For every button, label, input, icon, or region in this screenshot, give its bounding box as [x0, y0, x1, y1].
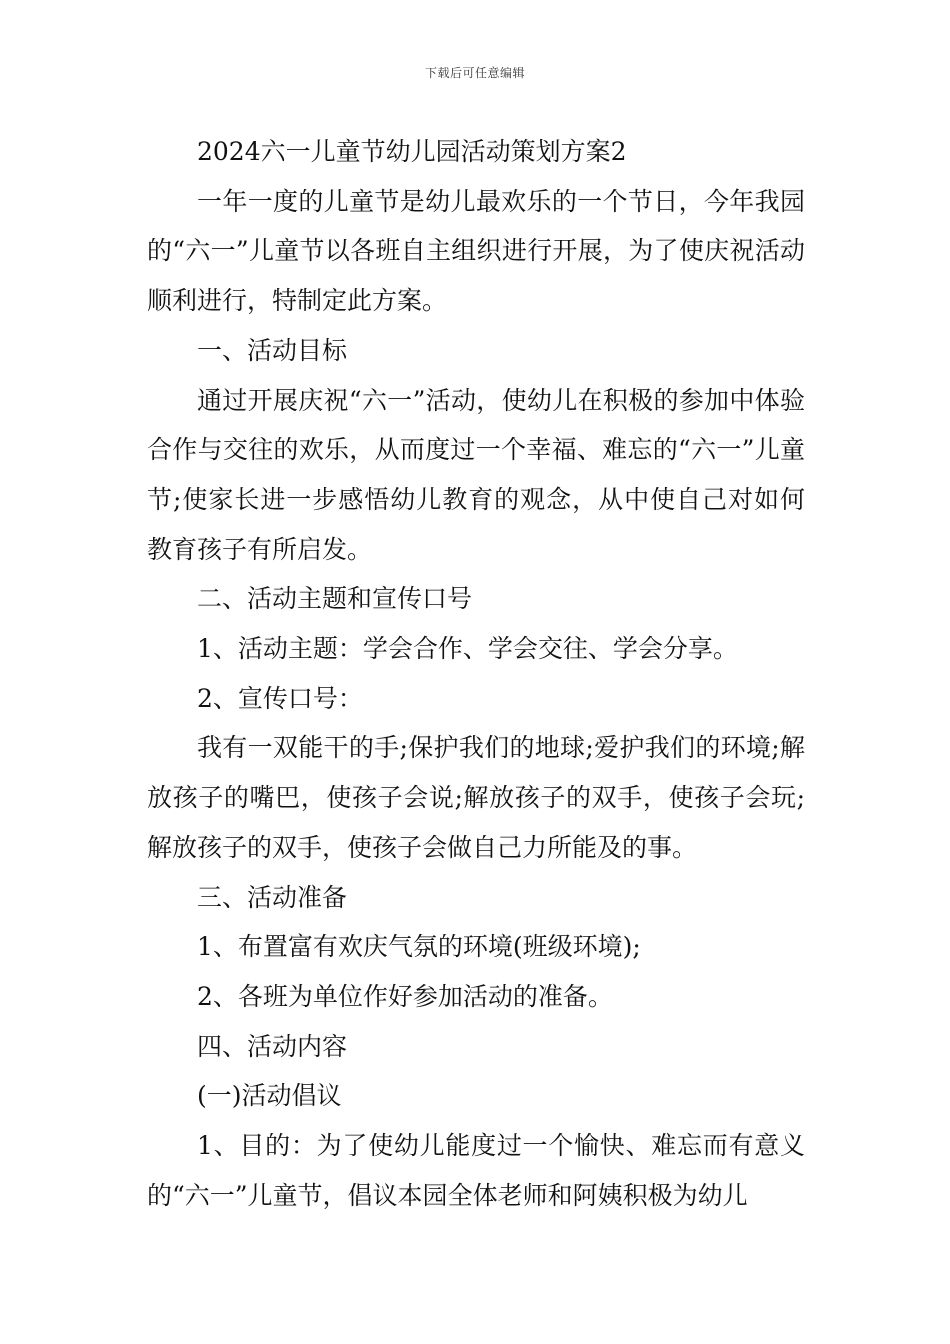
section-heading-preparation: 三、活动准备: [197, 882, 348, 912]
slogan-item: 2、宣传口号：: [197, 683, 363, 713]
section-heading-theme: 二、活动主题和宣传口号: [197, 584, 473, 614]
goals-paragraph: 通过开展庆祝“六一”活动，使幼儿在积极的参加中体验合作与交往的欢乐，从而度过一个幸福、难忘的“六一”儿童节;使家长进一步感悟幼儿教育的观念，从中使自己对如何教育孩子有所启发。: [147, 385, 805, 564]
intro-paragraph: 一年一度的儿童节是幼儿最欢乐的一个节日，今年我园的“六一”儿童节以各班自主组织进行开展，为了使庆祝活动顺利进行，特制定此方案。: [147, 186, 805, 316]
theme-item: 1、活动主题：学会合作、学会交往、学会分享。: [197, 634, 738, 664]
document-body: [147, 127, 805, 1220]
document-title: 2024六一儿童节幼儿园活动策划方案2: [197, 137, 627, 166]
preparation-item-1: 1、布置富有欢庆气氛的环境(班级环境);: [197, 932, 641, 962]
section-heading-goals: 一、活动目标: [197, 335, 348, 365]
subsection-heading-proposal: (一)活动倡议: [197, 1081, 342, 1111]
slogan-paragraph: 我有一双能干的手;保护我们的地球;爱护我们的环境;解放孩子的嘴巴，使孩子会说;解放孩子的双手，使孩子会玩;解放孩子的双手，使孩子会做自己力所能及的事。: [147, 733, 805, 862]
section-heading-content: 四、活动内容: [197, 1031, 348, 1061]
page-header-note: 下载后可任意编辑: [424, 66, 525, 80]
preparation-item-2: 2、各班为单位作好参加活动的准备。: [197, 981, 613, 1011]
proposal-purpose-paragraph: 1、目的：为了使幼儿能度过一个愉快、难忘而有意义的“六一”儿童节，倡议本园全体老师和阿姨积极为幼儿: [147, 1131, 805, 1210]
